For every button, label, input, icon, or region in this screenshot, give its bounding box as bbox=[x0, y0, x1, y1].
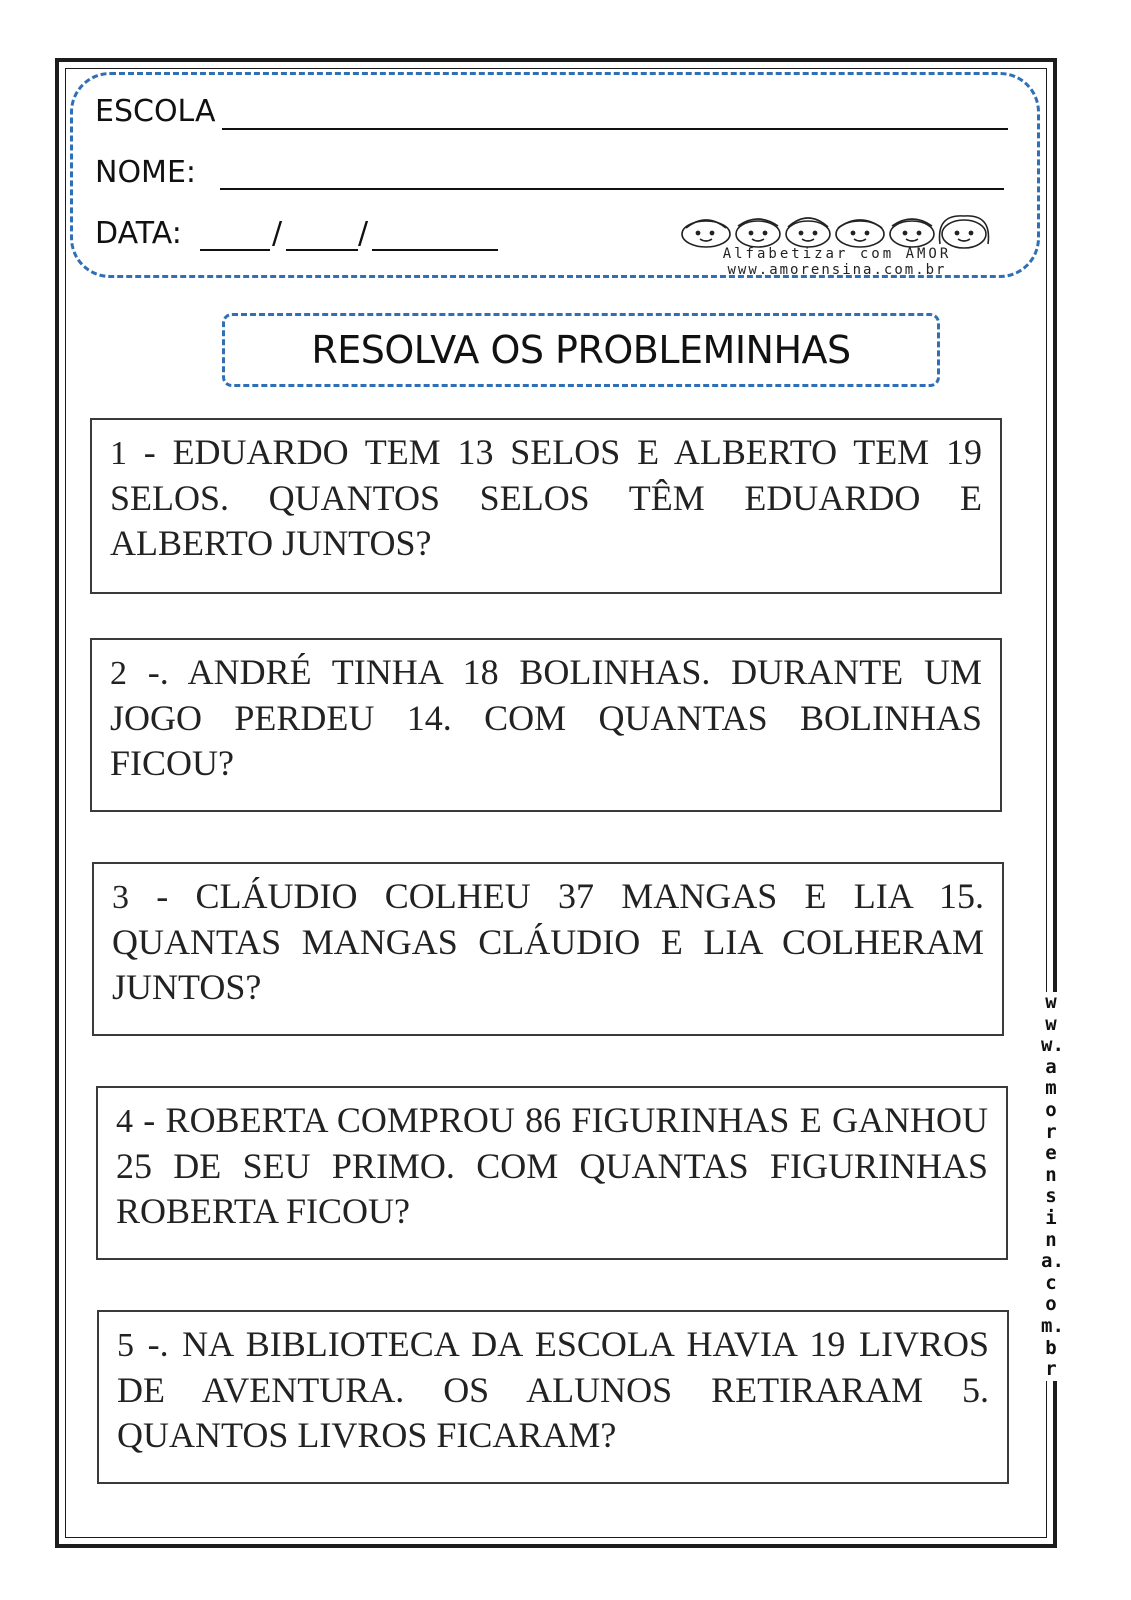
date-separator-1: / bbox=[272, 216, 283, 251]
problem-box-4 bbox=[96, 1086, 1008, 1260]
logo-slogan: Alfabetizar com AMOR bbox=[722, 246, 952, 262]
problem-text-5 bbox=[117, 1322, 989, 1458]
date-year-line[interactable] bbox=[372, 249, 498, 251]
side-url-watermark: www.amorensina.com.br bbox=[1041, 991, 1064, 1381]
problem-number-2: 2 bbox=[110, 655, 127, 692]
escola-field-line[interactable] bbox=[222, 128, 1008, 130]
page-title: RESOLVA OS PROBLEMINHAS bbox=[311, 328, 851, 372]
date-month-line[interactable] bbox=[286, 249, 358, 251]
kids-faces-icon bbox=[678, 214, 998, 250]
problem-text-4 bbox=[116, 1098, 988, 1234]
problem-statement-2: -. ANDRÉ TINHA 18 BOLINHAS. DURANTE UM JOGO PERDEU 14. COM QUANTAS BOLINHAS FICOU? bbox=[110, 652, 982, 783]
problem-text-3 bbox=[112, 874, 984, 1010]
data-label: DATA: bbox=[95, 216, 182, 251]
problem-statement-1: - EDUARDO TEM 13 SELOS E ALBERTO TEM 19 SELOS. QUANTOS SELOS TÊM EDUARDO E ALBERTO JUNTOS? bbox=[110, 432, 982, 563]
problem-statement-3: - CLÁUDIO COLHEU 37 MANGAS E LIA 15. QUANTAS MANGAS CLÁUDIO E LIA COLHERAM JUNTOS? bbox=[112, 876, 984, 1007]
escola-label: ESCOLA bbox=[95, 94, 216, 129]
logo-url: www.amorensina.com.br bbox=[727, 262, 947, 278]
title-box bbox=[222, 313, 940, 387]
problem-text-1 bbox=[110, 430, 982, 566]
problem-number-1: 1 bbox=[110, 435, 127, 472]
alfabetizar-logo bbox=[672, 214, 1002, 282]
problem-box-1 bbox=[90, 418, 1002, 594]
nome-label: NOME: bbox=[95, 155, 197, 190]
nome-field-line[interactable] bbox=[220, 188, 1004, 190]
problem-number-3: 3 bbox=[112, 879, 129, 916]
problem-number-4: 4 bbox=[116, 1103, 133, 1140]
problem-box-3 bbox=[92, 862, 1004, 1036]
problem-box-5 bbox=[97, 1310, 1009, 1484]
problem-statement-5: -. NA BIBLIOTECA DA ESCOLA HAVIA 19 LIVROS DE AVENTURA. OS ALUNOS RETIRARAM 5. QUANTOS LIVROS FICARAM? bbox=[117, 1324, 989, 1455]
problem-statement-4: - ROBERTA COMPROU 86 FIGURINHAS E GANHOU 25 DE SEU PRIMO. COM QUANTAS FIGURINHAS ROBERTA FICOU? bbox=[116, 1100, 988, 1231]
problem-box-2 bbox=[90, 638, 1002, 812]
problem-number-5: 5 bbox=[117, 1327, 134, 1364]
date-day-line[interactable] bbox=[200, 249, 270, 251]
problem-text-2 bbox=[110, 650, 982, 786]
date-separator-2: / bbox=[358, 216, 369, 251]
